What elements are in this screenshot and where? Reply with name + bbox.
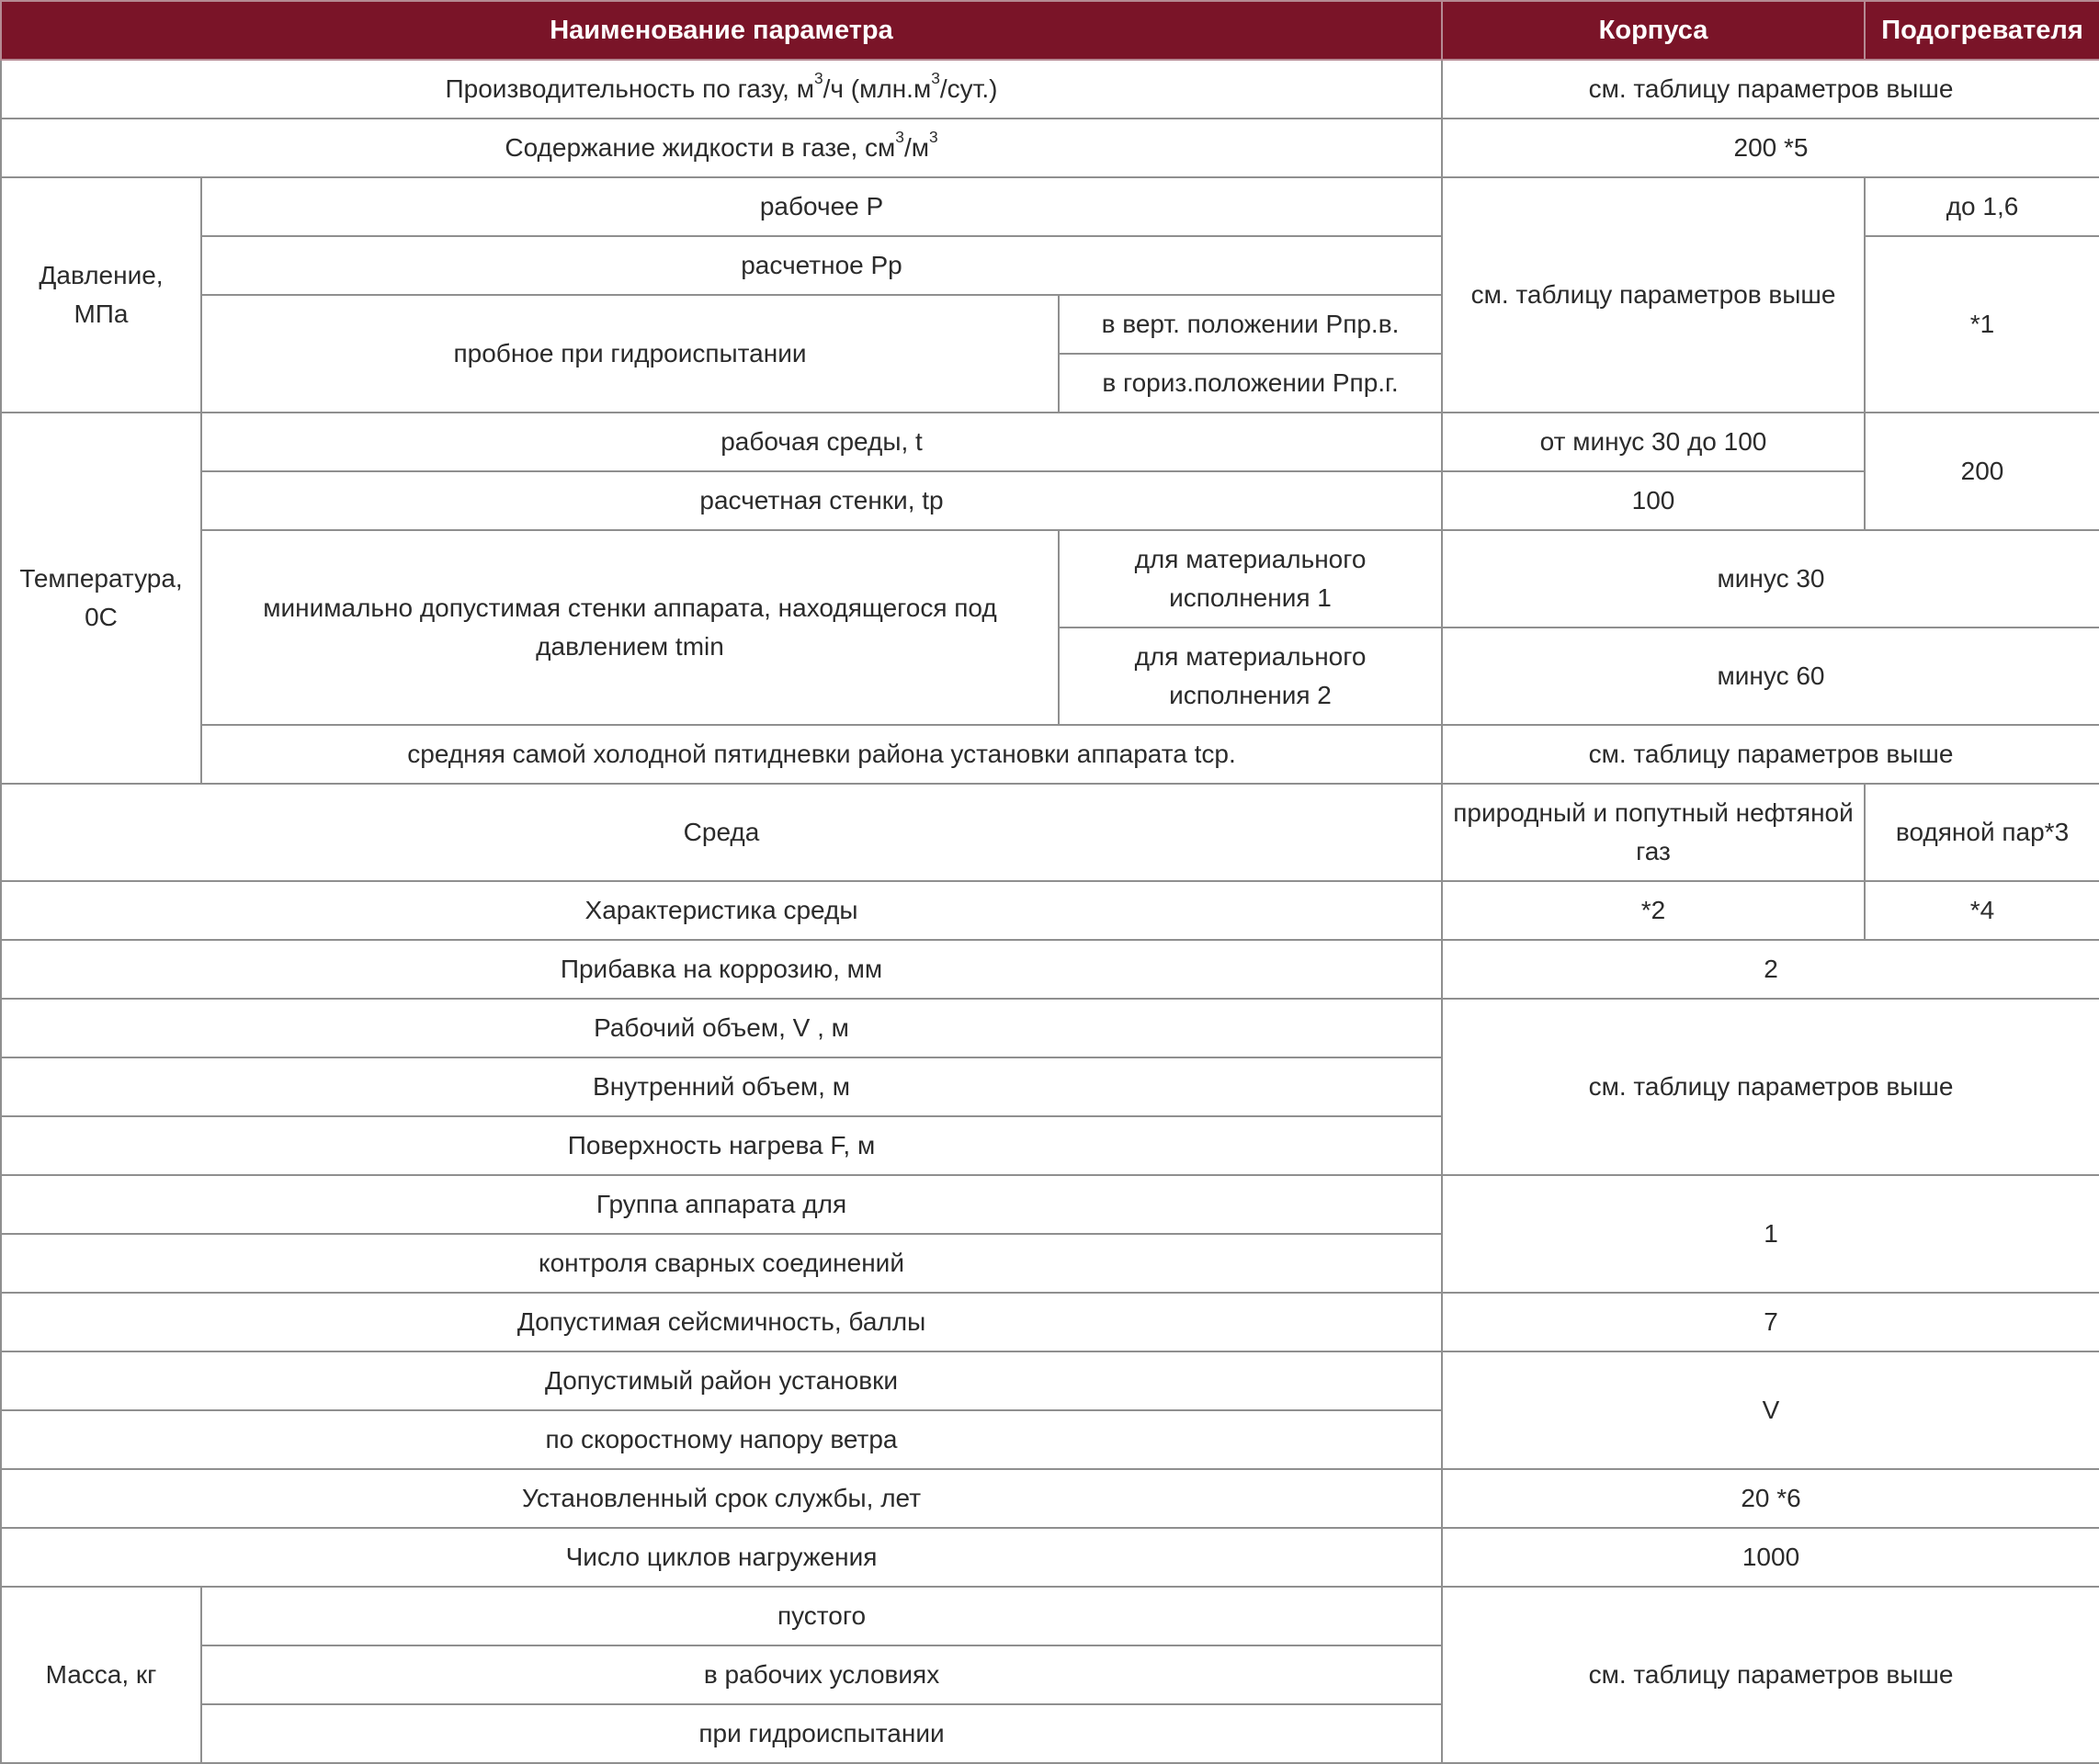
table-row xyxy=(1,530,2099,628)
table-row xyxy=(1,784,2099,881)
weld-group-line1: Группа аппарата для xyxy=(1,1175,1442,1234)
table-row xyxy=(1,1175,2099,1234)
mass-empty-label: пустого xyxy=(201,1587,1442,1645)
temperature-material-2-value: минус 60 xyxy=(1442,628,2099,725)
liquid-content-value: 200 *5 xyxy=(1442,119,2099,177)
temperature-min-wall-label: минимально допустимая стенки аппарата, находящегося под давлением tmin xyxy=(201,530,1059,725)
table-row xyxy=(1,940,2099,999)
temperature-heater-value: 200 xyxy=(1865,413,2099,530)
pressure-group-label: Давление, МПа xyxy=(1,177,201,413)
pressure-working-label: рабочее Р xyxy=(201,177,1442,236)
table-row xyxy=(1,60,2099,119)
wind-region-line2: по скоростному напору ветра xyxy=(1,1410,1442,1469)
table-row xyxy=(1,413,2099,471)
pressure-heater-working: до 1,6 xyxy=(1865,177,2099,236)
medium-heater: водяной пар*3 xyxy=(1865,784,2099,881)
mass-value: см. таблицу параметров выше xyxy=(1442,1587,2099,1763)
temperature-design-wall-body: 100 xyxy=(1442,471,1865,530)
table-row xyxy=(1,1528,2099,1587)
medium-body: природный и попутный нефтяной газ xyxy=(1442,784,1865,881)
wind-region-value: V xyxy=(1442,1351,2099,1469)
weld-group-value: 1 xyxy=(1442,1175,2099,1293)
volumes-value: см. таблицу параметров выше xyxy=(1442,999,2099,1175)
gas-capacity-label: Производительность по газу, $м^3/ч$ $(млн.м^3/сут.)$ xyxy=(1,60,1442,119)
table-row xyxy=(1,1587,2099,1645)
temperature-design-wall-label: расчетная стенки, tр xyxy=(201,471,1442,530)
temperature-material-1-value: минус 30 xyxy=(1442,530,2099,628)
corrosion-value: 2 xyxy=(1442,940,2099,999)
temperature-material-2-label: для материального исполнения 2 xyxy=(1059,628,1442,725)
table-row xyxy=(1,1293,2099,1351)
temperature-working-medium-label: рабочая среды, t xyxy=(201,413,1442,471)
temperature-group-label: Температура, 0С xyxy=(1,413,201,784)
mass-group-label: Масса, кг xyxy=(1,1587,201,1763)
seismic-value: 7 xyxy=(1442,1293,2099,1351)
header-heater: Подогревателя xyxy=(1865,1,2099,60)
pressure-test-vertical: в верт. положении Рпр.в. xyxy=(1059,295,1442,354)
medium-characteristic-heater: *4 xyxy=(1865,881,2099,940)
load-cycles-label: Число циклов нагружения xyxy=(1,1528,1442,1587)
load-cycles-value: 1000 xyxy=(1442,1528,2099,1587)
mass-hydrotest-label: при гидроиспытании xyxy=(201,1704,1442,1763)
corrosion-label: Прибавка на коррозию, мм xyxy=(1,940,1442,999)
wind-region-line1: Допустимый район установки xyxy=(1,1351,1442,1410)
temperature-coldest-label: средняя самой холодной пятидневки района установки аппарата tср. xyxy=(201,725,1442,784)
table-row xyxy=(1,471,2099,530)
table-row xyxy=(1,177,2099,236)
table-row xyxy=(1,881,2099,940)
weld-group-line2: контроля сварных соединений xyxy=(1,1234,1442,1293)
internal-volume-label: Внутренний объем, м xyxy=(1,1057,1442,1116)
pressure-test-label: пробное при гидроиспытании xyxy=(201,295,1059,413)
temperature-material-1-label: для материального исполнения 1 xyxy=(1059,530,1442,628)
pressure-heater-other: *1 xyxy=(1865,236,2099,413)
service-life-value: 20 *6 xyxy=(1442,1469,2099,1528)
table-row xyxy=(1,999,2099,1057)
table-header-row xyxy=(1,1,2099,60)
mass-working-label: в рабочих условиях xyxy=(201,1645,1442,1704)
header-body: Корпуса xyxy=(1442,1,1865,60)
pressure-test-horizontal: в гориз.положении Рпр.г. xyxy=(1059,354,1442,413)
working-volume-label: Рабочий объем, V , м xyxy=(1,999,1442,1057)
table-row xyxy=(1,725,2099,784)
medium-characteristic-body: *2 xyxy=(1442,881,1865,940)
header-param-name: Наименование параметра xyxy=(1,1,1442,60)
seismic-label: Допустимая сейсмичность, баллы xyxy=(1,1293,1442,1351)
table-row xyxy=(1,119,2099,177)
table-row xyxy=(1,1351,2099,1410)
service-life-label: Установленный срок службы, лет xyxy=(1,1469,1442,1528)
liquid-content-label: Содержание жидкости в газе, $см^3/м^3$ xyxy=(1,119,1442,177)
gas-capacity-value: см. таблицу параметров выше xyxy=(1442,60,2099,119)
temperature-working-medium-body: от минус 30 до 100 xyxy=(1442,413,1865,471)
heating-surface-label: Поверхность нагрева F, м xyxy=(1,1116,1442,1175)
pressure-design-label: расчетное Рр xyxy=(201,236,1442,295)
temperature-coldest-value: см. таблицу параметров выше xyxy=(1442,725,2099,784)
pressure-body-value: см. таблицу параметров выше xyxy=(1442,177,1865,413)
medium-characteristic-label: Характеристика среды xyxy=(1,881,1442,940)
table-row xyxy=(1,1469,2099,1528)
medium-label: Среда xyxy=(1,784,1442,881)
